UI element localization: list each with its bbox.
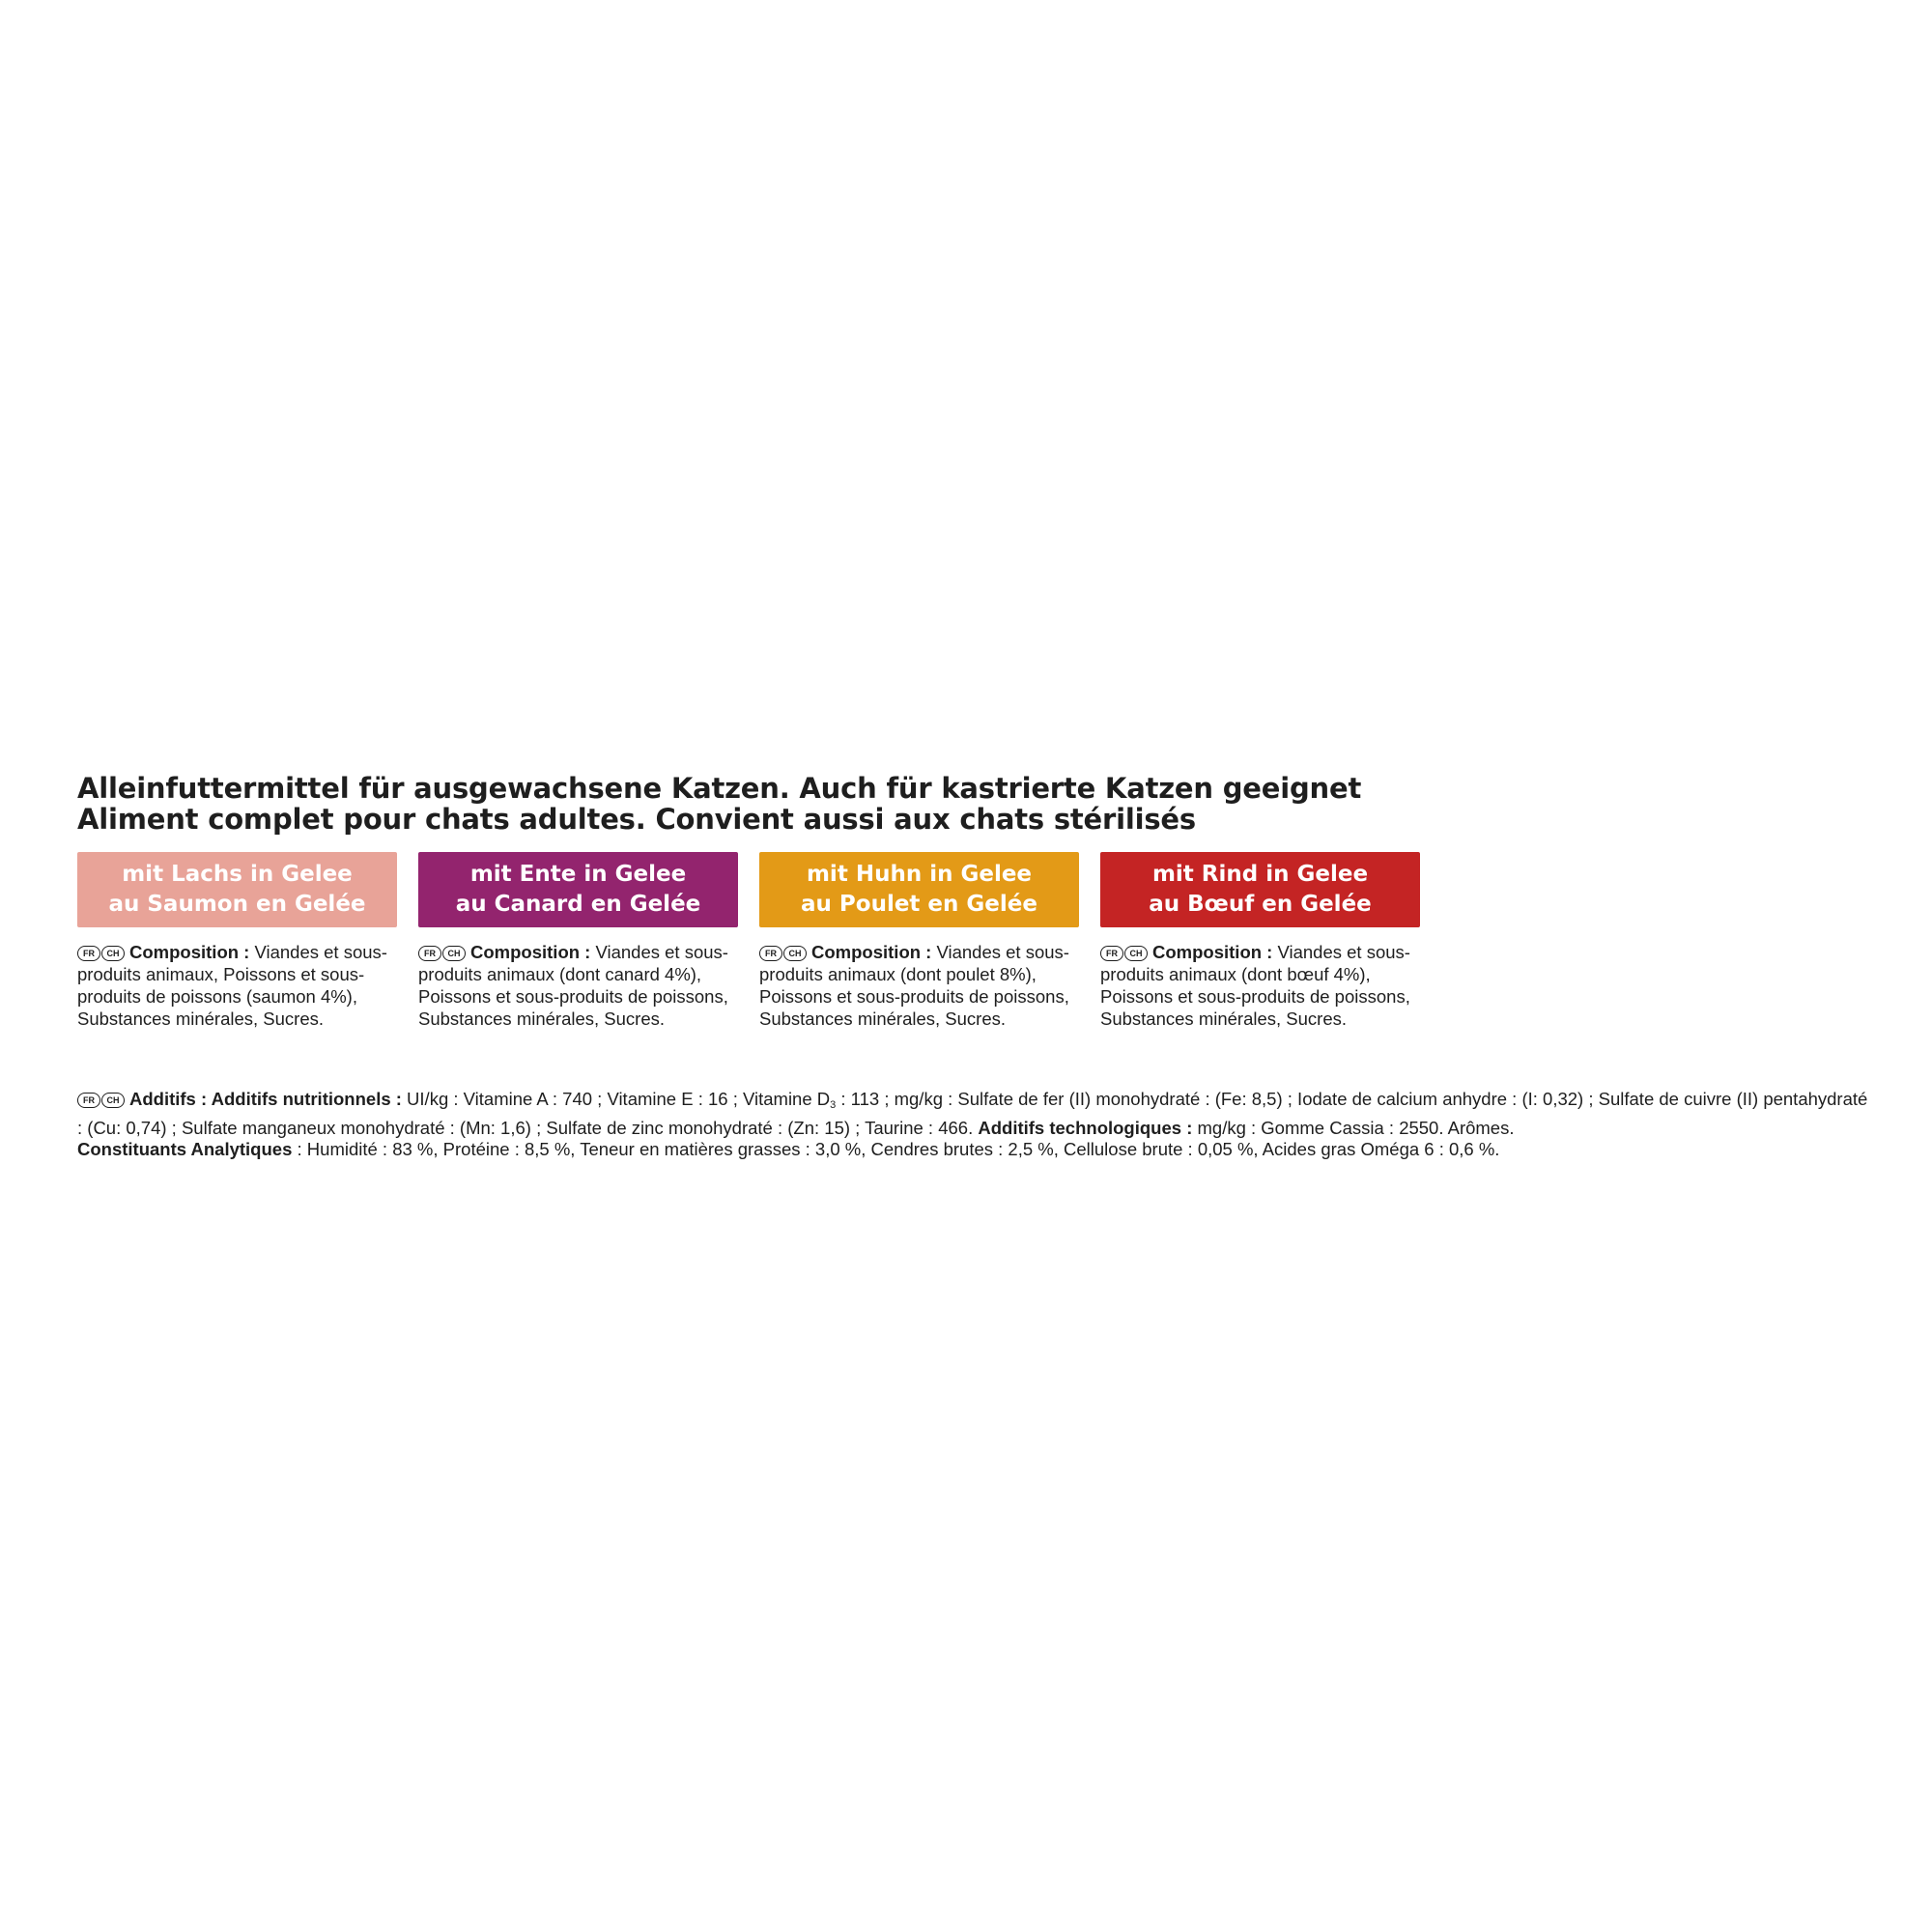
fr-badge-icon: FR — [418, 946, 441, 961]
ch-badge-icon: CH — [101, 1093, 125, 1108]
composition-text: Viandes et sous-produits animaux (dont poulet 8%), Poissons et sous-produits de poissons, Substances minérales, Sucres. — [759, 942, 1069, 1029]
variant-title-french: au Saumon en Gelée — [108, 892, 366, 917]
variant-title-german: mit Lachs in Gelee — [122, 862, 353, 887]
variant-title-german: mit Rind in Gelee — [1151, 862, 1369, 887]
composition-text: Viandes et sous-produits animaux (dont bœuf 4%), Poissons et sous-produits de poissons, Substances minérales, Sucres. — [1100, 942, 1410, 1029]
variant-duck — [418, 852, 738, 1030]
analytics-label: Constituants Analytiques — [77, 1139, 293, 1159]
vitamin-d-subscript: 3 — [830, 1099, 837, 1111]
variant-title-german: mit Ente in Gelee — [469, 862, 687, 887]
variant-chicken — [759, 852, 1079, 1030]
heading-french: Aliment complet pour chats adultes. Convient aussi aux chats stérilisés — [77, 803, 1196, 836]
composition-text-block — [77, 941, 397, 1030]
product-label — [77, 772, 1874, 1159]
additives-label: Additifs : Additifs nutritionnels : — [129, 1089, 402, 1109]
country-badges — [759, 942, 808, 962]
country-badges — [1100, 942, 1149, 962]
composition-text: Viandes et sous-produits animaux (dont canard 4%), Poissons et sous-produits de poissons, Substances minérales, Sucres. — [418, 942, 728, 1029]
variant-list — [77, 852, 1430, 1055]
composition-label: Composition : — [129, 942, 250, 962]
composition-label: Composition : — [1152, 942, 1273, 962]
tech-additives-label: Additifs technologiques : — [978, 1118, 1193, 1138]
variant-title-french: au Bœuf en Gelée — [1149, 892, 1372, 917]
country-badges — [77, 942, 126, 962]
fr-badge-icon: FR — [759, 946, 782, 961]
composition-label: Composition : — [470, 942, 591, 962]
variant-banner — [418, 852, 738, 927]
variant-title-german: mit Huhn in Gelee — [806, 862, 1033, 887]
country-badges — [418, 942, 467, 962]
fr-badge-icon: FR — [77, 946, 100, 961]
composition-text-block — [1100, 941, 1420, 1030]
variant-title-french: au Canard en Gelée — [455, 892, 701, 917]
variant-banner — [759, 852, 1079, 927]
fr-badge-icon: FR — [1100, 946, 1123, 961]
variant-beef — [1100, 852, 1420, 1030]
variant-salmon — [77, 852, 397, 1030]
analytics-text: : Humidité : 83 %, Protéine : 8,5 %, Teneur en matières grasses : 3,0 %, Cendres brutes : 2,5 %, Cellulose brute : 0,05 %, Acides gras Oméga 6 : 0,6 %. — [292, 1139, 1500, 1159]
composition-label: Composition : — [811, 942, 932, 962]
ch-badge-icon: CH — [101, 946, 125, 961]
additives-text-part2: : 113 ; mg/kg : Sulfate de fer (II) monohydraté : (Fe: 8,5) ; Iodate de calcium anhydre : (I: 0,32) ; Sulfate de cuivre (II) pentahydraté : (Cu: 0,74) ; Sulfate manganeux monohydraté : (Mn: 1,6) ; Sulfate de zinc monohydraté : (Zn: 15) ; Taurine : 466. — [77, 1089, 1868, 1138]
ch-badge-icon: CH — [783, 946, 807, 961]
country-badges — [77, 1089, 126, 1109]
variant-banner — [1100, 852, 1420, 927]
additives-text-part1: UI/kg : Vitamine A : 740 ; Vitamine E : 16 ; Vitamine D — [401, 1089, 831, 1109]
ch-badge-icon: CH — [1124, 946, 1148, 961]
analytical-constituents — [77, 1138, 1874, 1160]
heading-german: Alleinfuttermittel für ausgewachsene Katzen. Auch für kastrierte Katzen geeignet — [77, 772, 1362, 805]
variant-title-french: au Poulet en Gelée — [801, 892, 1037, 917]
variant-banner — [77, 852, 397, 927]
composition-text-block — [418, 941, 738, 1030]
ch-badge-icon: CH — [442, 946, 466, 961]
tech-additives-text: mg/kg : Gomme Cassia : 2550. Arômes. — [1192, 1118, 1515, 1138]
additives-paragraph — [77, 1088, 1874, 1139]
fr-badge-icon: FR — [77, 1093, 100, 1108]
composition-text: Viandes et sous-produits animaux, Poissons et sous-produits de poissons (saumon 4%), Substances minérales, Sucres. — [77, 942, 387, 1029]
composition-text-block — [759, 941, 1079, 1030]
